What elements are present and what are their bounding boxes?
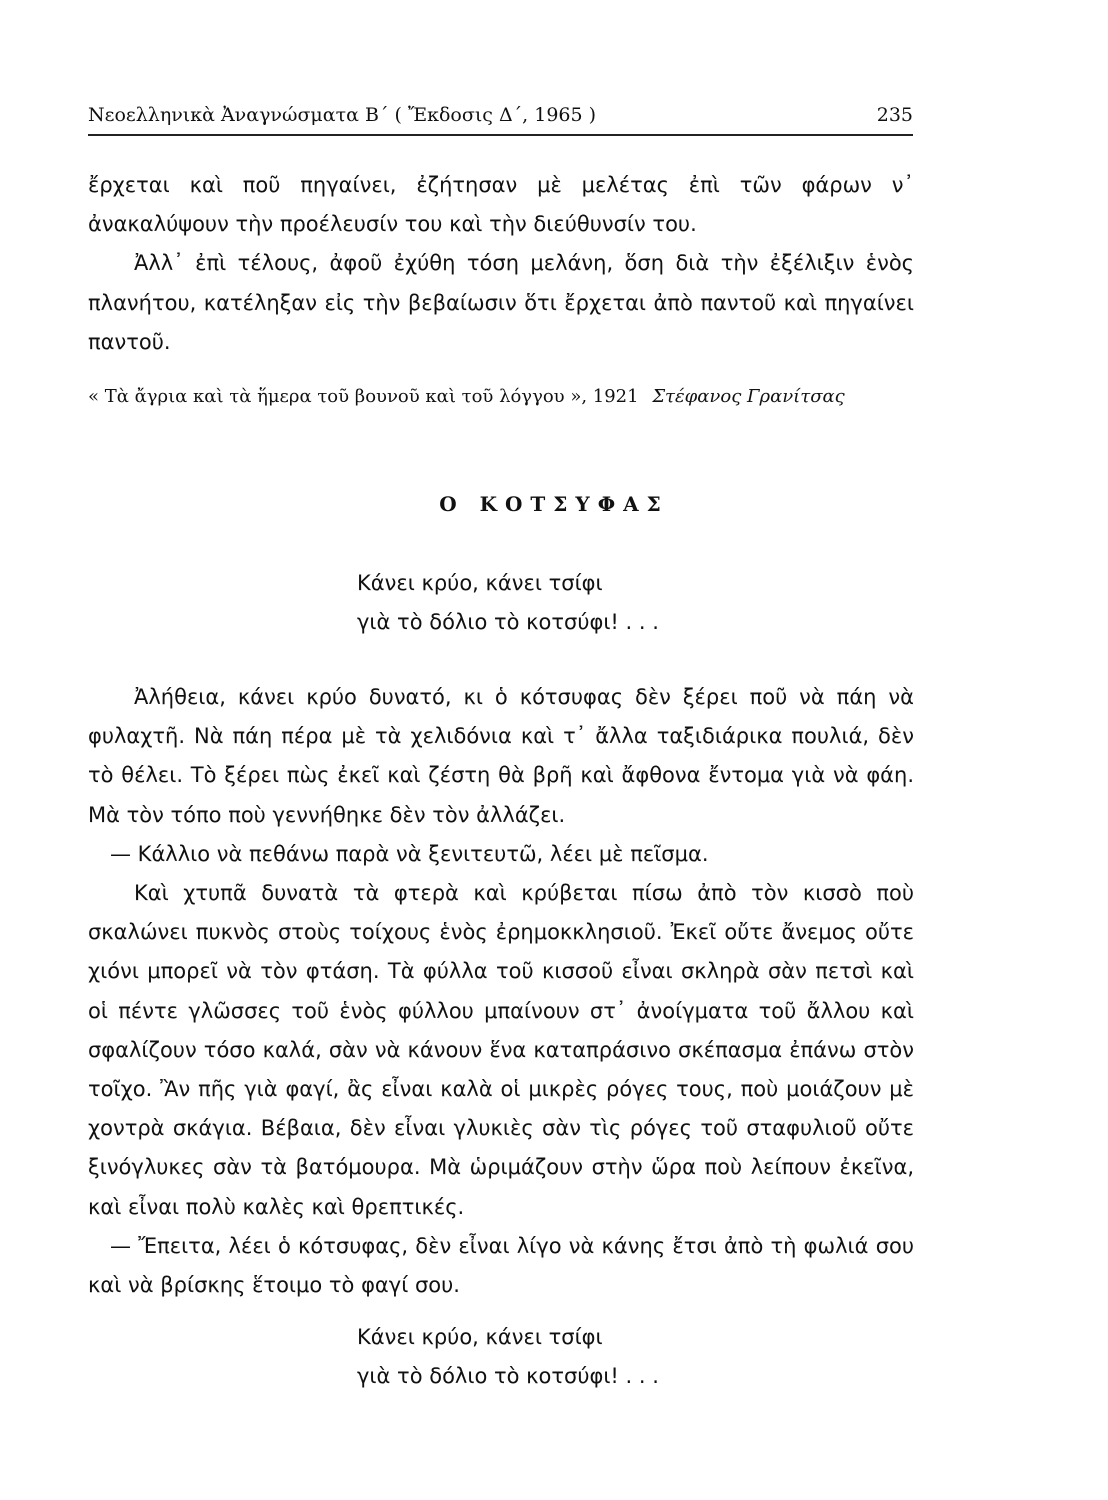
book-title: Νεοελληνικὰ Ἀναγνώσματα Β΄ ( Ἔκδοσις Δ΄, 1965 )	[88, 104, 597, 126]
source-title: « Τὰ ἄγρια καὶ τὰ ἥμερα τοῦ βουνοῦ καὶ τοῦ λόγγου », 1921	[88, 386, 639, 407]
intro-text	[88, 166, 914, 362]
running-header	[88, 98, 913, 136]
story-paragraph-2: Καὶ χτυπᾶ δυνατὰ τὰ φτερὰ καὶ κρύβεται πίσω ἀπὸ τὸν κισσὸ ποὺ σκαλώνει πυκνὸς στοὺς τοίχους ἑνὸς ἐρημοκκλησιοῦ. Ἐκεῖ οὔτε ἄνεμος οὔτε χιόνι μπορεῖ νὰ τὸν φτάση. Τὰ φύλλα τοῦ κισσοῦ εἶναι σκληρὰ σὰν πετσὶ καὶ οἱ πέντε γλῶσσες τοῦ ἑνὸς φύλλου μπαίνουν στ᾿ ἀνοίγματα τοῦ ἄλλου καὶ σφαλίζουν τόσο καλά, σὰν νὰ κάνουν ἕνα καταπράσινο σκέπασμα ἐπάνω στὸν τοῖχο. Ἂν πῆς γιὰ φαγί, ἂς εἶναι καλὰ οἱ μικρὲς ρόγες τους, ποὺ μοιάζουν μὲ χοντρὰ σκάγια. Βέβαια, δὲν εἶναι γλυκιὲς σὰν τὶς ρόγες τοῦ σταφυλιοῦ οὔτε ξινόγλυκες σὰν τὰ βατόμουρα. Μὰ ὡριμάζουν στὴν ὥρα ποὺ λείπουν ἐκεῖνα, καὶ εἶναι πολὺ καλὲς καὶ θρεπτικές.	[88, 881, 914, 1219]
refrain-bottom-line-1: Κάνει κρύο, κάνει τσίφι	[357, 1325, 603, 1349]
story-text	[88, 678, 914, 1305]
story-paragraph-1: Ἀλήθεια, κάνει κρύο δυνατό, κι ὁ κότσυφας δὲν ξέρει ποῦ νὰ πάη νὰ φυλαχτῆ. Νὰ πάη πέρα μὲ τὰ χελιδόνια καὶ τ᾿ ἄλλα ταξιδιάρικα πουλιά, δὲν τὸ θέλει. Τὸ ξέρει πὼς ἐκεῖ καὶ ζέστη θὰ βρῆ καὶ ἄφθονα ἔντομα γιὰ νὰ φάη. Μὰ τὸν τόπο ποὺ γεννήθηκε δὲν τὸν ἀλλάζει.	[88, 685, 914, 827]
story-dialog-1: — Κάλλιο νὰ πεθάνω παρὰ νὰ ξενιτευτῶ, λέει μὲ πεῖσμα.	[110, 841, 709, 866]
intro-paragraph-2: Ἀλλ᾿ ἐπὶ τέλους, ἀφοῦ ἐχύθη τόση μελάνη, ὅση διὰ τὴν ἐξέλιξιν ἑνὸς πλανήτου, κατέληξαν εἰς τὴν βεβαίωσιν ὅτι ἔρχεται ἀπὸ παντοῦ καὶ πηγαίνει παντοῦ.	[88, 251, 914, 354]
story-dialog-2: — Ἔπειτα, λέει ὁ κότσυφας, δὲν εἶναι λίγο νὰ κάνης ἔτσι ἀπὸ τὴ φωλιά σου καὶ νὰ βρίσκης ἕτοιμο τὸ φαγί σου.	[88, 1233, 914, 1298]
refrain-top-line-1: Κάνει κρύο, κάνει τσίφι	[357, 571, 603, 595]
story-title: Ο ΚΟΤΣΥΦΑΣ	[439, 492, 669, 516]
intro-paragraph-1: ἔρχεται καὶ ποῦ πηγαίνει, ἐζήτησαν μὲ μελέτας ἐπὶ τῶν φάρων ν᾿ ἀνακαλύψουν τὴν προέλευσίν του καὶ τὴν διεύθυνσίν του.	[88, 173, 914, 237]
refrain-bottom	[357, 1318, 659, 1396]
refrain-top-line-2: γιὰ τὸ δόλιο τὸ κοτσύφι! . . .	[357, 610, 659, 634]
page-number: 235	[876, 104, 913, 126]
author-name: Στέφανος Γρανίτσας	[652, 386, 845, 407]
source-attribution	[88, 386, 914, 407]
refrain-bottom-line-2: γιὰ τὸ δόλιο τὸ κοτσύφι! . . .	[357, 1364, 659, 1388]
refrain-top	[357, 564, 659, 642]
